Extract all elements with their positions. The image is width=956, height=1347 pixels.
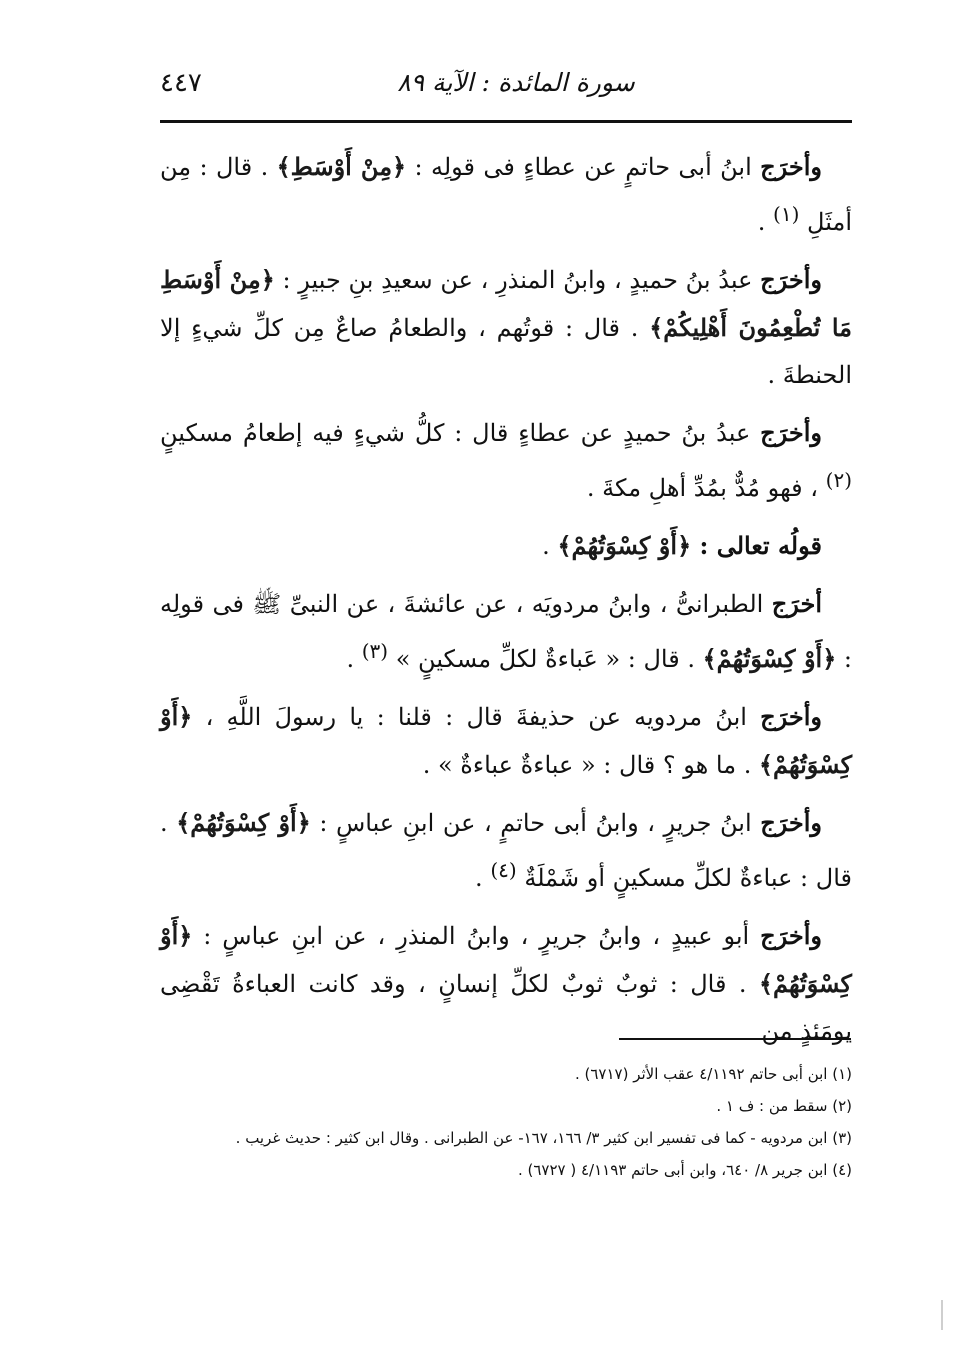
paragraph-3 [160,409,852,512]
paragraph-text: ، فهو مُدٌّ بمُدِّ أهلِ مكةَ . [586,474,818,502]
paragraph-lead: وأخرَج [760,702,822,731]
paragraph-lead: وأخرَج [760,808,823,837]
paragraph-text: أبو عبيدٍ ، وابنُ جريرٍ ، وابنُ المنذرِ ، عن ابنِ عباسٍ : [192,922,750,950]
quran-quote: ﴿أَوْ كِسْوَتُهُمْ﴾ [176,808,311,837]
paragraph-lead: وأخرَج [760,265,822,294]
paragraph-5 [160,580,852,683]
footnote-4: (٤) ابن جرير ٨/ ٦٤٠، وابن أبى حاتم ٤/١١٩٣ ( ٦٧٢٧) . [517,1161,852,1179]
paragraph-text: . قال : قوتُهم ، والطعامُ صاعٌ مِن كلِّ شيءٍ إلا الحنطةَ . [160,314,852,389]
footnote-separator [619,1038,851,1040]
paragraph-6 [160,693,852,789]
paragraph-text: . [346,645,355,673]
running-title: سورة المائدة : الآية ٨٩ [397,68,635,97]
paragraph-text: ابنُ مردويه عن حذيفةَ قال : قلنا : يا رسولَ اللَّهِ ، [192,703,747,731]
paragraph-2 [160,256,852,399]
paragraph-text: الطبرانىُّ ، وابنُ مردويَه ، عن عائشةَ ، عن النبىِّ ﷺ فى قولِه : [160,590,852,673]
paragraph-text: عبدُ بنُ حميدٍ عن عطاءٍ قال : كلُّ شيءٍ فيه إطعامُ مسكينٍ [160,419,751,447]
footnote-1: (١) ابن أبى حاتم ٤/١١٩٢ عقب الأثر (٦٧١٧) . [574,1065,852,1083]
paragraph-1 [160,143,852,246]
paragraph-7 [160,799,852,902]
footnote-ref: (١) [773,202,800,226]
quran-quote: ﴿مِنْ أَوْسَطِ﴾ [276,152,407,181]
paragraph-4-heading [160,522,852,570]
paragraph-text: . [475,864,483,892]
footnote-ref: (٢) [825,468,852,492]
footnote-3: (٣) ابن مردويه - كما فى تفسير ابن كثير ٣/ ١٦٦، ١٦٧- عن الطبرانى . وقال ابن كثير : حديث غريب . [235,1129,852,1147]
paragraph-text: . [757,208,766,236]
section-heading: قولُه تعالى : [691,531,822,560]
paragraph-lead: وأخرَج [760,152,822,181]
quran-quote: ﴿أَوْ كِسْوَتُهُمْ﴾ [702,644,837,673]
footnote-ref: (٤) [490,858,517,882]
paragraph-text: عبدُ بنُ حميدٍ ، وابنُ المنذرِ ، عن سعيدِ بنِ جبيرٍ : [274,266,753,294]
footnotes [160,1058,852,1186]
paragraph-lead: وأخرَج [760,418,822,447]
paragraph-text: . قال : عباءةٌ لكلِّ مسكينٍ أو شَمْلَةٌ [160,809,852,892]
page-header [160,62,852,116]
footnote-2: (٢) سقط من : ف ١ . [716,1097,852,1115]
scan-edge-mark [941,1300,943,1330]
quran-quote: ﴿مِنْ أَوْسَطِ مَا تُطْعِمُونَ أَهْلِيكُمْ﴾ [160,265,852,342]
quran-quote: ﴿أَوْ كِسْوَتُهُمْ﴾ [160,702,852,779]
quran-quote: ﴿أَوْ كِسْوَتُهُمْ﴾ [557,531,692,560]
paragraph-text: ابنُ أبى حاتمٍ عن عطاءٍ فى قولِه : [406,153,752,181]
paragraph-lead: وأخرَج [760,921,822,950]
quran-quote: ﴿أَوْ كِسْوَتُهُمْ﴾ [160,921,852,998]
paragraph-text: . قال : « عَباءةٌ لكلِّ مسكينٍ » [395,645,695,673]
paragraph-lead: أخرَج [771,589,822,618]
footnote-ref: (٣) [361,639,389,663]
paragraph-text: . قال : ثوبٌ ثوبٌ لكلِّ إنسانٍ ، وقد كانت العباءةُ تَقْضِى يومَئذٍ من [160,970,852,1045]
paragraph-text: . قال : مِن أمثَلِ [160,153,852,236]
paragraph-8 [160,912,852,1055]
header-rule [160,120,852,123]
paragraph-text: . ما هو ؟ قال : « عباءةٌ عباءةٌ » . [422,751,752,779]
page-number: ٤٤٧ [160,68,202,98]
paragraph-text: . [542,532,550,560]
main-text [160,143,852,1065]
paragraph-text: ابنُ جريرٍ ، وابنُ أبى حاتمٍ ، عن ابنِ عباسٍ : [310,809,752,837]
